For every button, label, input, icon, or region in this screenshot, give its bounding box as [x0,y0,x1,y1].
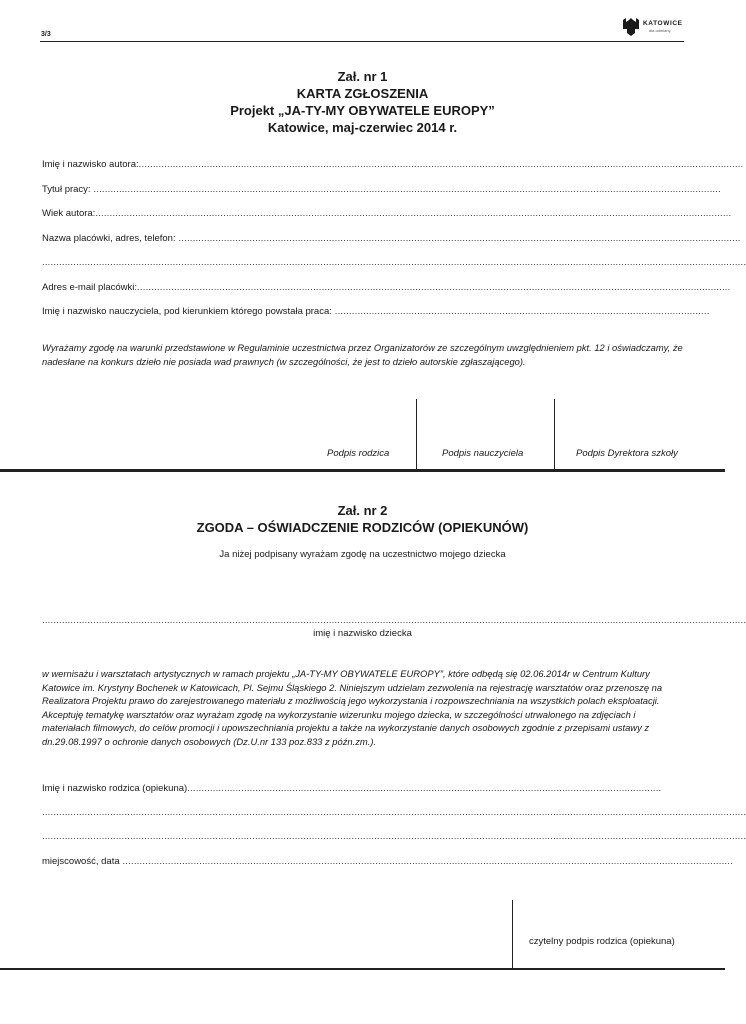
parent-readable-signature-label: czytelny podpis rodzica (opiekuna) [529,936,675,947]
institution-field-cont[interactable] [42,256,746,270]
fill-dots: ........................................................................................................................................................................................................................................................ [42,831,746,842]
field-label: Tytuł pracy: [42,184,91,195]
consent-body: w wernisażu i warsztatach artystycznych w ramach projektu „JA-TY-MY OBYWATELE EUROPY”, które odbędą się 02.06.2014r w Centrum Kultury Katowice im. Krystyny Bochenek w Katowicach, Pl. Sejmu Śląskiego 2. Niniejszym udzielam zezwolenia na rejestrację warsztatów oraz przenoszę na Realizatora Projektu prawo do zarejestrowanego materiału z możliwością jego wykorzystania i rozpowszechniania na wszystkich polach eksploatacji. Akceptuję tematykę warsztatów oraz wyrażam zgodę na wykorzystanie wizerunku mojego dziecka, w szczególności utrwalonego na zdjęciach i materiałach filmowych, do celów promocji i upowszechniania projektu a także na wykorzystanie danych osobowych zgodnie z przepisami ustawy z dn.29.08.1997 o ochronie danych osobowych (Dz.U.nr 133 poz.833 z późn.zm.). [42,668,663,747]
fill-dots: .................................................................................................................................... [331,306,710,317]
child-name-label: imię i nazwisko dziecka [313,628,412,639]
city-crest-icon [621,17,641,37]
teacher-signature-label: Podpis nauczyciela [442,448,524,459]
katowice-logo [621,17,687,39]
field-label: Imię i nazwisko nauczyciela, pod kierunkiem którego powstała praca: [42,306,332,317]
work-title-field[interactable] [42,183,721,197]
signature-divider [416,399,417,469]
institution-email-field[interactable] [42,281,731,295]
page-number: 3/3 [41,31,51,38]
field-label: Imię i nazwisko autora: [42,159,139,170]
fill-dots: ............................................................................................................................................................................................................................. [90,184,721,195]
field-label: Imię i nazwisko rodzica (opiekuna) [42,783,188,794]
consent-title: ZGODA – OŚWIADCZENIE RODZICÓW (OPIEKUNÓW) [196,520,529,535]
fill-dots: ........................................................................................................................................................................................................................................................ [42,807,746,818]
field-label: Adres e-mail placówki: [42,282,138,293]
institution-field[interactable] [42,232,741,246]
author-name-field[interactable] [42,158,744,172]
fill-dots: ....................................................................................................................................................................... [187,783,662,794]
signature-divider [512,900,513,970]
bottom-divider [0,968,725,970]
parent-name-field-cont[interactable] [42,806,746,820]
fill-dots: ........................................................................................................................................................................................................................................................ [42,615,746,626]
principal-signature-label: Podpis Dyrektora szkoły [576,448,678,459]
fill-dots: ................................................................................................................................................................................................................................ [95,208,732,219]
place-date-field[interactable] [42,855,733,869]
field-label: miejscowość, data [42,856,120,867]
attachment-1-label: Zał. nr 1 [337,69,388,84]
section-divider [0,469,725,472]
parent-name-field[interactable] [42,782,682,796]
attachment-2-label: Zał. nr 2 [337,503,388,518]
header-divider [40,41,684,42]
fill-dots: ...................................................................................................................................................................................................... [175,233,741,244]
field-label: Wiek autora: [42,208,96,219]
field-label: Nazwa placówki, adres, telefon: [42,233,176,244]
consent-intro: Ja niżej podpisany wyrażam zgodę na uczestnictwo mojego dziecka [219,549,506,560]
fill-dots: ................................................................................................................................................................................................................. [137,282,731,293]
form-title: KARTA ZGŁOSZENIA [296,86,429,101]
project-date: Katowice, maj-czerwiec 2014 r. [267,120,458,135]
child-name-field[interactable] [42,614,746,628]
fill-dots: ....................................................................................................................................................................................................................... [119,856,733,867]
logo-title: KATOWICE [643,20,683,27]
author-age-field[interactable] [42,207,732,221]
signature-divider [554,399,555,469]
fill-dots: ..................................................................................................................................................................................................................... [138,159,744,170]
fill-dots: ........................................................................................................................................................................................................................................................ [42,257,746,268]
parent-name-field-cont-2[interactable] [42,830,746,844]
teacher-name-field[interactable] [42,305,710,319]
logo-subtitle: dla odmiany [649,28,671,33]
consent-statement: Wyrażamy zgodę na warunki przedstawione w Regulaminie uczestnictwa przez Organizatorów ze szczególnym uwzględnieniem pkt. 12 i oświadczamy, że nadesłane na konkurs dzieło nie posiada wad prawnych (w szczególności, że jest to dzieło autorskie zgłaszającego). [42,342,683,367]
parent-signature-label: Podpis rodzica [327,448,390,459]
project-title: Projekt „JA-TY-MY OBYWATELE EUROPY” [230,103,495,118]
